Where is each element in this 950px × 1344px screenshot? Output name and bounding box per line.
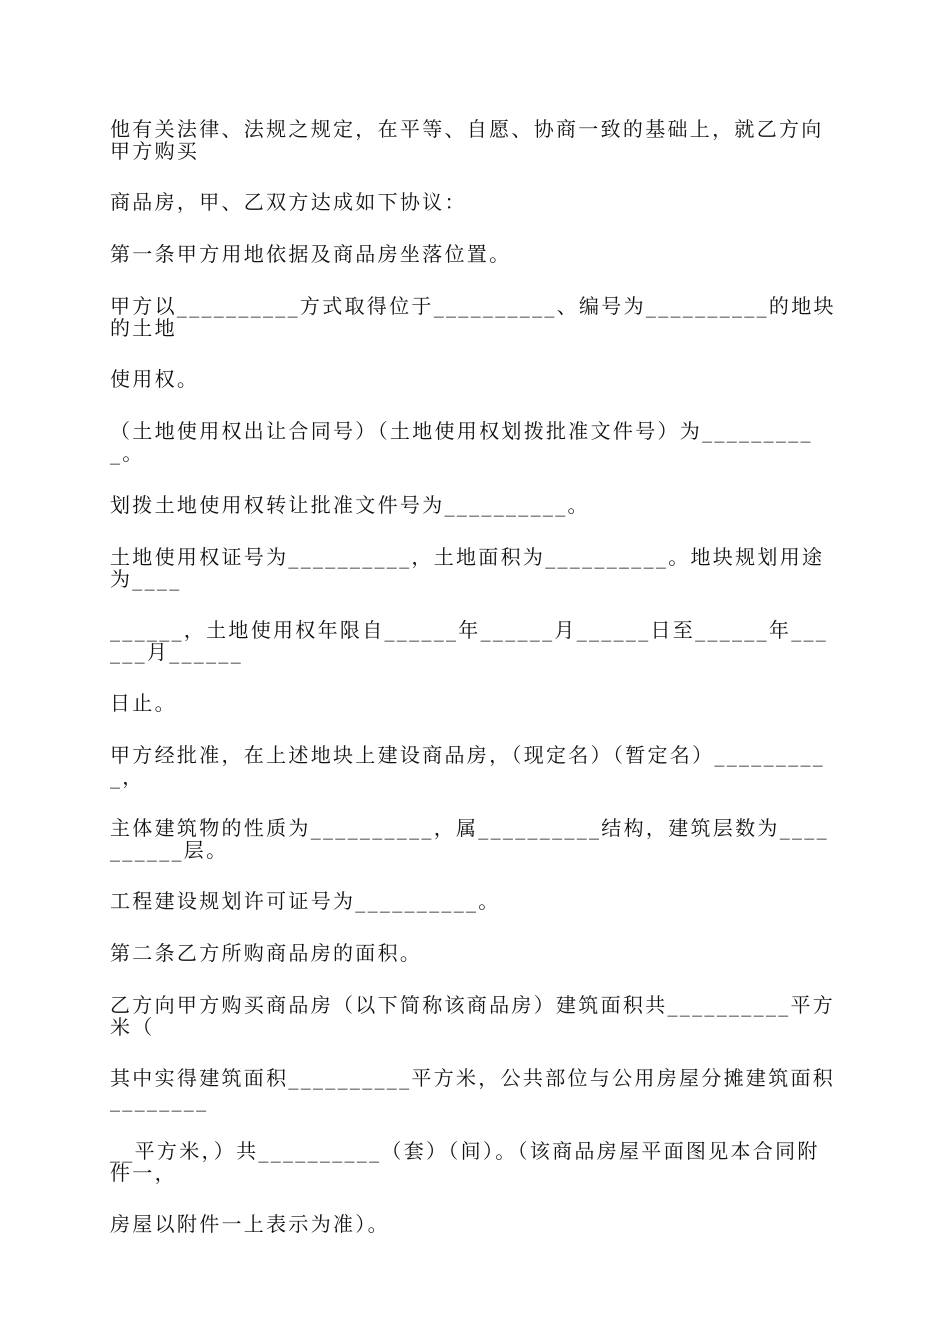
paragraph-5: 使用权。 — [110, 367, 200, 391]
paragraph-11: 甲方经批准，在上述地块上建设商品房，（现定名）（暂定名）__________， — [110, 743, 826, 789]
paragraph-15: 乙方向甲方购买商品房（以下简称该商品房）建筑面积共__________平方米（ — [110, 993, 836, 1039]
paragraph-8: 土地使用权证号为__________，土地面积为__________。地块规划用途为____ — [110, 545, 825, 591]
paragraph-2: 商品房，甲、乙双方达成如下协议： — [110, 190, 467, 214]
paragraph-9: ______，土地使用权年限自______年______月______日至______年______月______ — [110, 618, 829, 664]
paragraph-17: __平方米，）共__________（套）（间）。（该商品房屋平面图见本合同附件一， — [110, 1139, 820, 1185]
paragraph-6: （土地使用权出让合同号）（土地使用权划拨批准文件号）为__________。 — [110, 419, 813, 465]
document-body — [110, 118, 840, 1265]
paragraph-18: 房屋以附件一上表示为准）。 — [110, 1212, 390, 1236]
paragraph-1: 他有关法律、法规之规定，在平等、自愿、协商一致的基础上，就乙方向甲方购买 — [110, 117, 824, 163]
paragraph-7: 划拨土地使用权转让批准文件号为__________。 — [110, 493, 590, 517]
paragraph-4: 甲方以__________方式取得位于__________、编号为__________的地块的土地 — [110, 294, 836, 340]
paragraph-10: 日止。 — [110, 691, 177, 715]
paragraph-16: 其中实得建筑面积__________平方米，公共部位与公用房屋分摊建筑面积________ — [110, 1066, 836, 1112]
paragraph-13: 工程建设规划许可证号为__________。 — [110, 889, 501, 913]
paragraph-12: 主体建筑物的性质为__________，属__________结构，建筑层数为__________层。 — [110, 816, 829, 862]
paragraph-14: 第二条乙方所购商品房的面积。 — [110, 941, 423, 965]
paragraph-3: 第一条甲方用地依据及商品房坐落位置。 — [110, 242, 512, 266]
